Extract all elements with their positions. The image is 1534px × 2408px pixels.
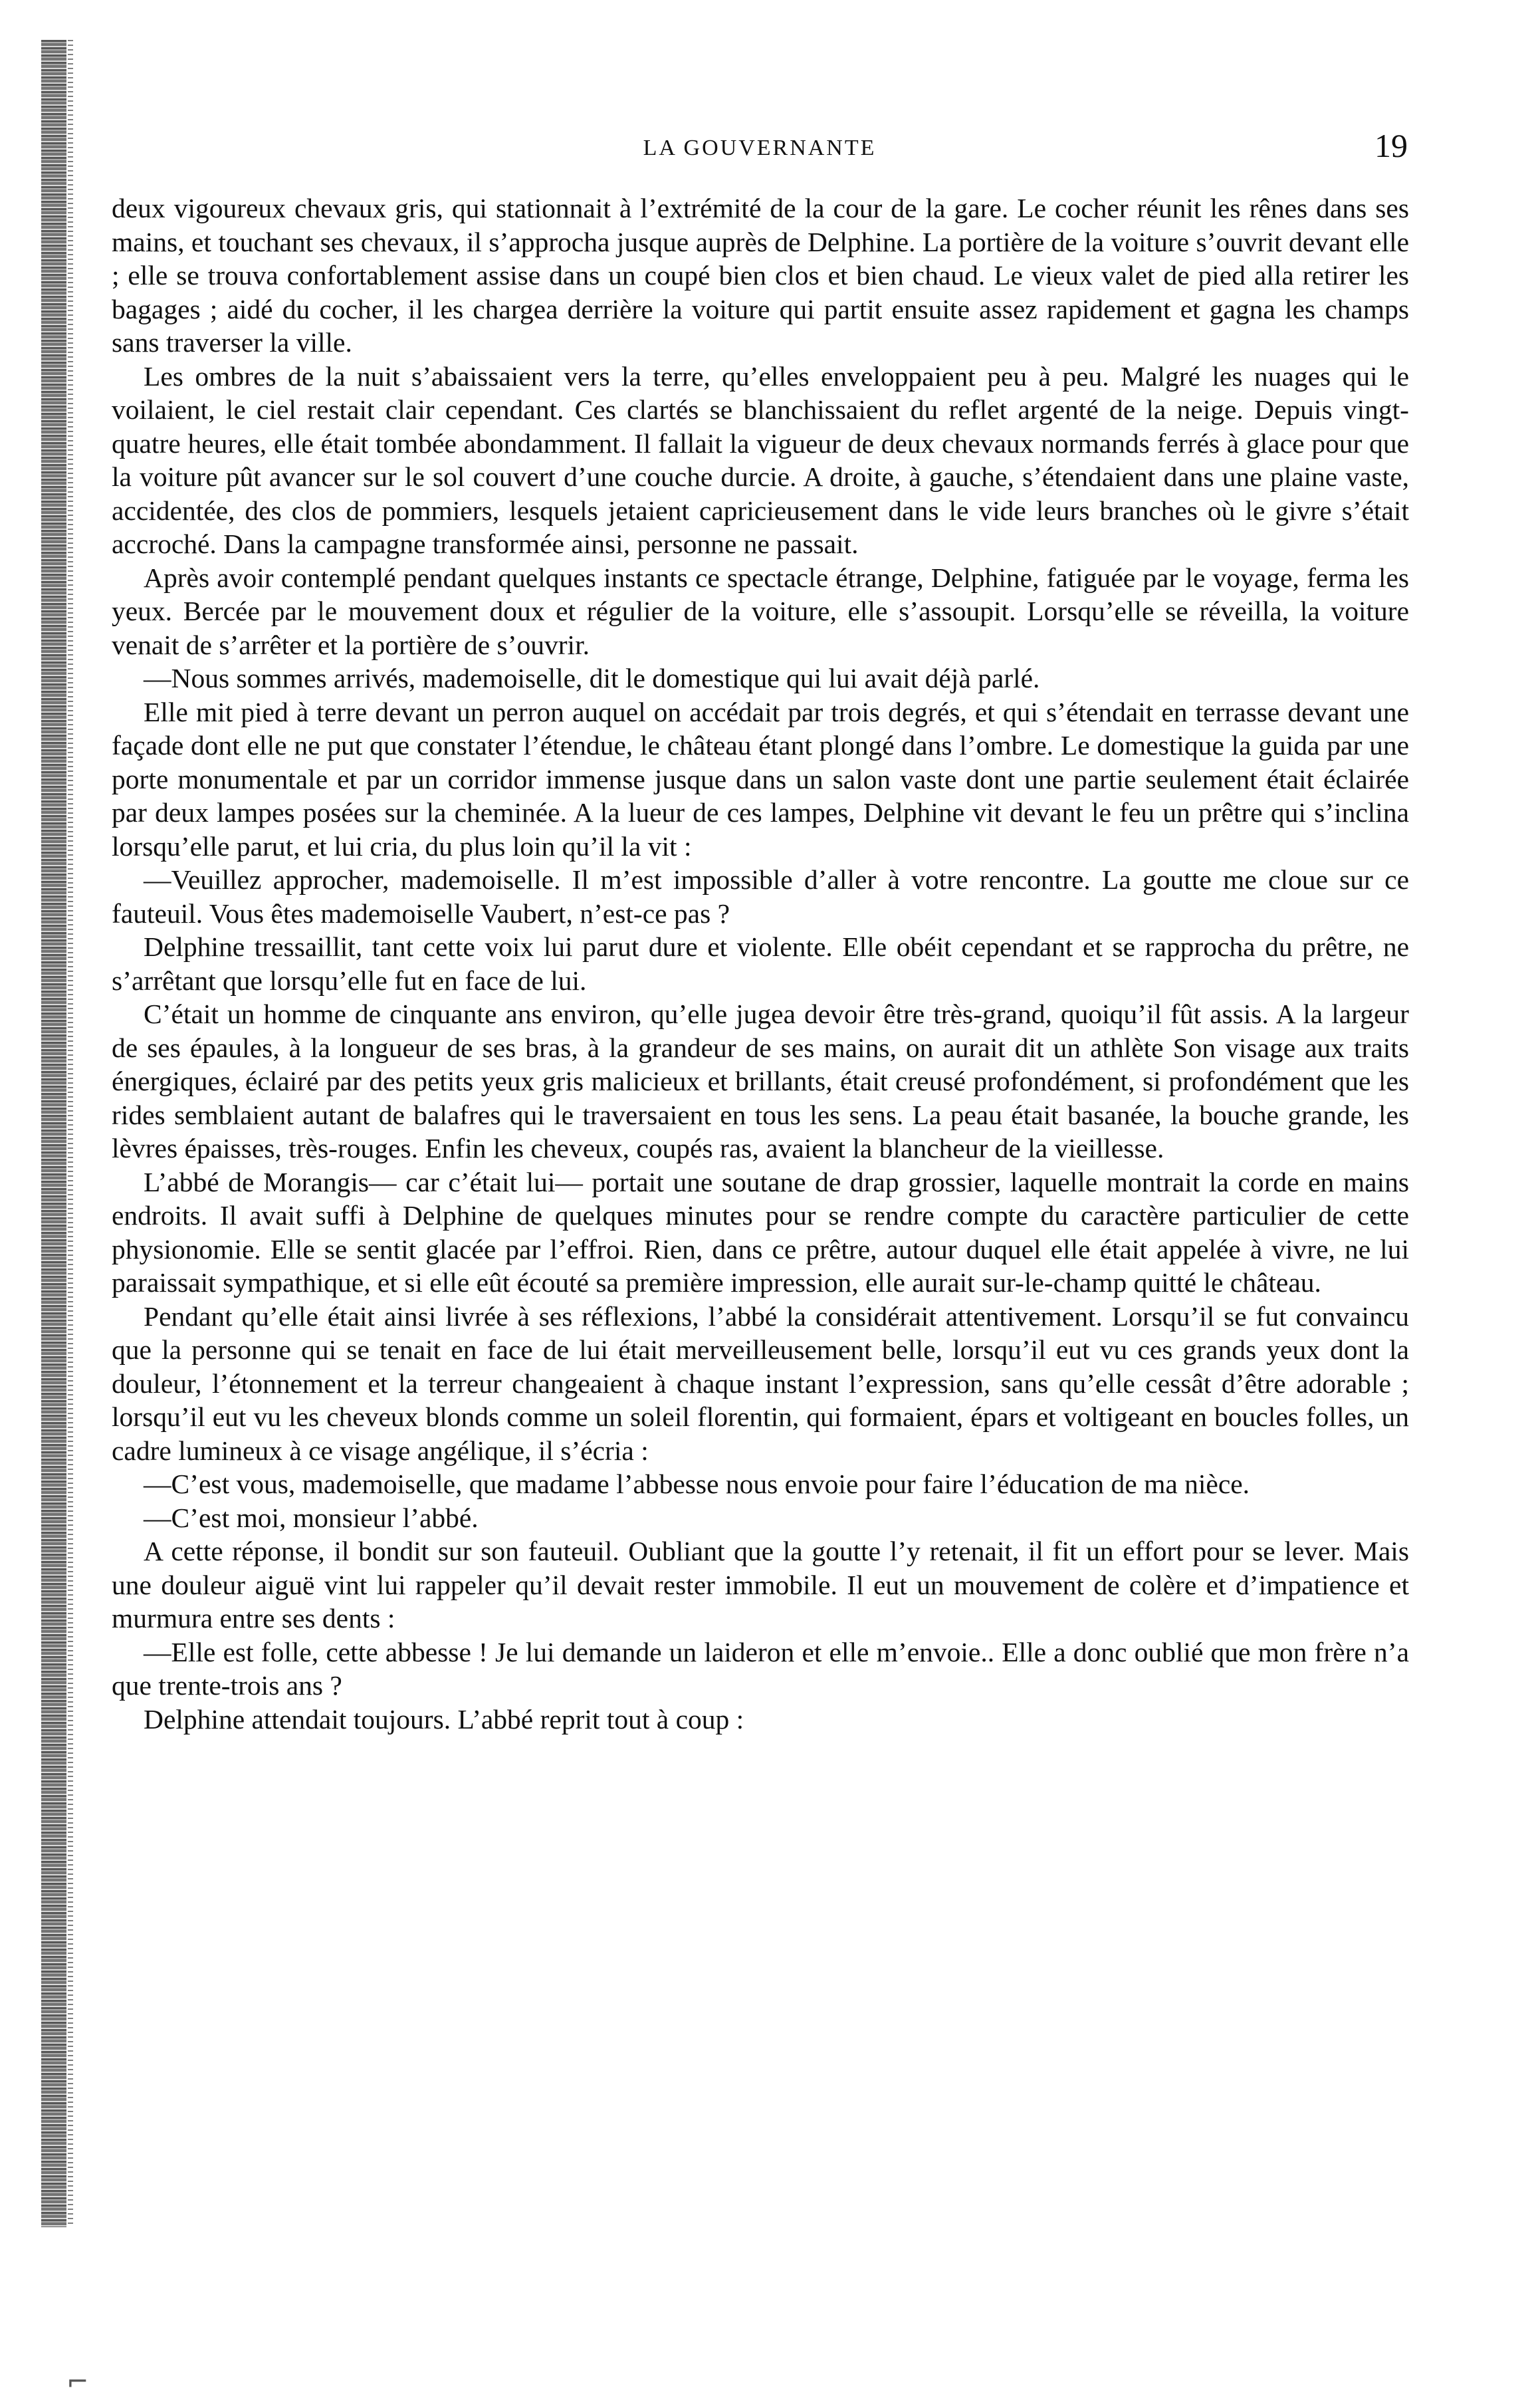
paragraph: C’était un homme de cinquante ans environ, qu’elle jugea devoir être très-grand, quoiqu’il fût assis. A la largeur de ses épaules, à la longueur de ses bras, à la grandeur de ses mains, on aurait dit un athlète Son visage aux traits énergiques, éclairé par des petits yeux gris malicieux et brillants, était creusé profondément, si profondément que les rides semblaient autant de balafres qui le traversaient en tous les sens. La peau était basanée, la bouche grande, les lèvres épaisses, très-rouges. Enfin les cheveux, coupés ras, avaient la blancheur de la vieillesse. xyxy=(112,999,1409,1163)
scan-corner-mark: ⌐ xyxy=(66,2367,89,2397)
dialogue-line: —C’est vous, mademoiselle, que madame l’abbesse nous envoie pour faire l’éducation de ma nièce. xyxy=(144,1469,1250,1499)
paragraph: Elle mit pied à terre devant un perron auquel on accédait par trois degrés, et qui s’étendait en terrasse devant une façade dont elle ne put que constater l’étendue, le château étant plongé dans l’ombre. Le domestique la guida par une porte monumentale et par un corridor immense jusque dans un salon vaste dont une partie seulement était éclairée par deux lampes posées sur la cheminée. A la lueur de ces lampes, Delphine vit devant le feu un prêtre qui s’inclina lorsqu’elle parut, et lui cria, du plus loin qu’il la vit : xyxy=(112,696,1409,862)
page-number: 19 xyxy=(1374,127,1408,164)
paragraph: Delphine tressaillit, tant cette voix lui parut dure et violente. Elle obéit cependant et se rapprocha du prêtre, ne s’arrêtant que lorsqu’elle fut en face de lui. xyxy=(112,931,1409,996)
page-binding-edge xyxy=(41,40,66,2227)
body-text xyxy=(112,191,1409,1736)
paragraph: L’abbé de Morangis— car c’était lui— portait une soutane de drap grossier, laquelle montrait la corde en mains endroits. Il avait suffi à Delphine de quelques minutes pour se rendre compte du caractère particulier de cette physionomie. Elle se sentit glacée par l’effroi. Rien, dans ce prêtre, autour duquel elle était appelée à vivre, ne lui paraissait sympathique, et si elle eût écouté sa première impression, elle aurait sur-le-champ quitté le château. xyxy=(112,1166,1409,1298)
page-header xyxy=(112,126,1408,173)
paragraph: Pendant qu’elle était ainsi livrée à ses réflexions, l’abbé la considérait attentivement. Lorsqu’il se fut convaincu que la personne qui se tenait en face de lui était merveilleusement belle, lorsqu’il eut vu ces grands yeux dont la douleur, l’étonnement et la terreur changeaient à chaque instant l’expression, sans qu’elle cessât d’être adorable ; lorsqu’il eut vu les cheveux blonds comme un soleil florentin, qui formaient, épars et voltigeant en boucles folles, un cadre lumineux à ce visage angélique, il s’écria : xyxy=(112,1300,1409,1466)
dialogue-line: —Elle est folle, cette abbesse ! Je lui demande un laideron et elle m’envoie.. Elle a donc oublié que mon frère n’a que trente-trois ans ? xyxy=(112,1636,1409,1701)
paragraph: Les ombres de la nuit s’abaissaient vers la terre, qu’elles enveloppaient peu à peu. Malgré les nuages qui le voilaient, le ciel restait clair cependant. Ces clartés se blanchissaient du reflet argenté de la neige. Depuis vingt-quatre heures, elle était tombée abondamment. Il fallait la vigueur de deux chevaux normands ferrés à glace pour que la voiture pût avancer sur le sol couvert d’une couche durcie. A droite, à gauche, s’étendaient dans une plaine vaste, accidentée, des clos de pommiers, lesquels jetaient capricieusement dans le vide leurs branches où le givre s’était accroché. Dans la campagne transformée ainsi, personne ne passait. xyxy=(112,360,1409,559)
running-title: LA GOUVERNANTE xyxy=(643,136,877,160)
paragraph: Delphine attendait toujours. L’abbé reprit tout à coup : xyxy=(144,1703,744,1735)
dialogue-line: —C’est moi, monsieur l’abbé. xyxy=(144,1502,479,1533)
dialogue-line: —Nous sommes arrivés, mademoiselle, dit le domestique qui lui avait déjà parlé. xyxy=(144,663,1040,693)
dialogue-line: —Veuillez approcher, mademoiselle. Il m’est impossible d’aller à votre rencontre. La goutte me cloue sur ce fauteuil. Vous êtes mademoiselle Vaubert, n’est-ce pas ? xyxy=(112,864,1409,929)
paragraph: A cette réponse, il bondit sur son fauteuil. Oubliant que la goutte l’y retenait, il fit un effort pour se lever. Mais une douleur aiguë vint lui rappeler qu’il devait rester immobile. Il eut un mouvement de colère et d’impatience et murmura entre ses dents : xyxy=(112,1536,1409,1633)
paragraph-continued: deux vigoureux chevaux gris, qui stationnait à l’extrémité de la cour de la gare. Le cocher réunit les rênes dans ses mains, et touchant ses chevaux, il s’approcha jusque auprès de Delphine. La portière de la voiture s’ouvrit devant elle ; elle se trouva confortablement assise dans un coupé bien clos et bien chaud. Le vieux valet de pied alla retirer les bagages ; aidé du cocher, il les chargea derrière la voiture qui partit ensuite assez rapidement et gagna les champs sans traverser la ville. xyxy=(112,193,1409,358)
paragraph: Après avoir contemplé pendant quelques instants ce spectacle étrange, Delphine, fatiguée par le voyage, ferma les yeux. Bercée par le mouvement doux et régulier de la voiture, elle s’assoupit. Lorsqu’elle se réveilla, la voiture venait de s’arrêter et la portière de s’ouvrir. xyxy=(112,562,1409,660)
